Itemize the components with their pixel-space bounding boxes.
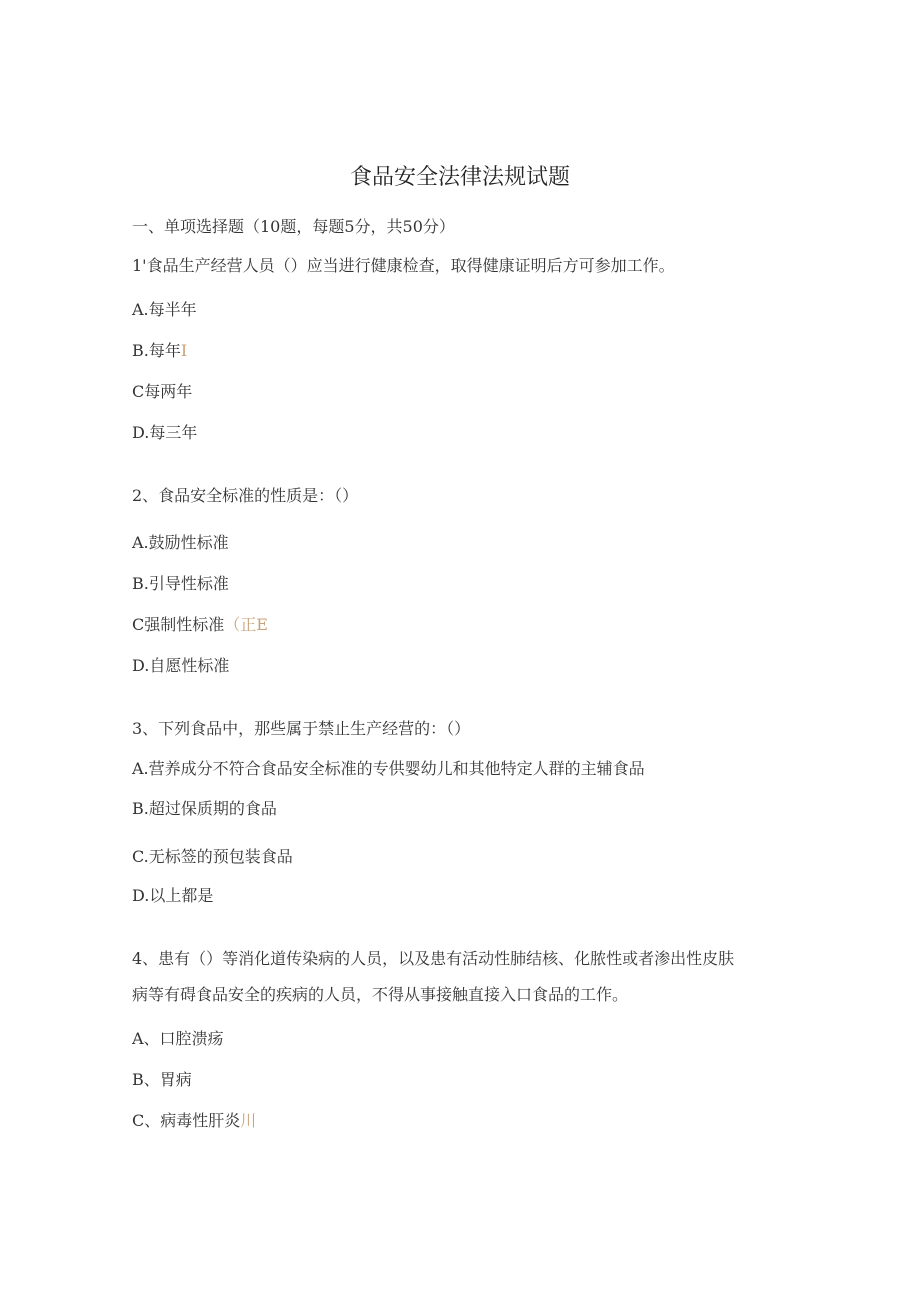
- question-3-option-a: A.营养成分不符合食品安全标准的专供婴幼儿和其他特定人群的主辅食品: [132, 759, 645, 778]
- question-3-stem: 3、下列食品中，那些属于禁止生产经营的：（）: [132, 719, 471, 738]
- question-4-stem-line-2: 病等有碍食品安全的疾病的人员，不得从事接触直接入口食品的工作。: [132, 985, 629, 1004]
- question-2-stem: 2、食品安全标准的性质是：（）: [132, 486, 359, 505]
- question-4-option-c: C、病毒性肝炎川: [132, 1111, 257, 1130]
- section-heading: 一、单项选择题（10题，每题5分，共50分）: [132, 217, 455, 236]
- question-2-option-c: C强制性标准（正E: [132, 615, 268, 634]
- question-3-option-b: B.超过保质期的食品: [132, 799, 277, 818]
- answer-mark: 川: [240, 1111, 257, 1130]
- question-2-option-d: D.自愿性标准: [132, 656, 230, 675]
- question-4-stem-line-1: 4、患有（）等消化道传染病的人员，以及患有活动性肺结核、化脓性或者渗出性皮肤: [132, 949, 735, 968]
- question-4-option-b: B、胃病: [132, 1070, 192, 1089]
- answer-mark: I: [180, 341, 188, 360]
- question-3-option-d: D.以上都是: [132, 886, 214, 905]
- answer-mark: （正E: [224, 615, 268, 634]
- question-3-option-c: C.无标签的预包装食品: [132, 847, 293, 866]
- question-1-stem: 1'食品生产经营人员（）应当进行健康检查，取得健康证明后方可参加工作。: [132, 256, 675, 275]
- question-1-option-d: D.每三年: [132, 423, 198, 442]
- question-1-option-c: C每两年: [132, 382, 193, 401]
- document-title: 食品安全法律法规试题: [349, 165, 570, 190]
- question-1-option-a: A.每半年: [132, 300, 197, 319]
- question-4-option-a: A、口腔溃疡: [132, 1029, 224, 1048]
- question-2-option-a: A.鼓励性标准: [132, 533, 229, 552]
- question-2-option-b: B.引导性标准: [132, 574, 229, 593]
- question-1-option-b: B.每年I: [132, 341, 188, 360]
